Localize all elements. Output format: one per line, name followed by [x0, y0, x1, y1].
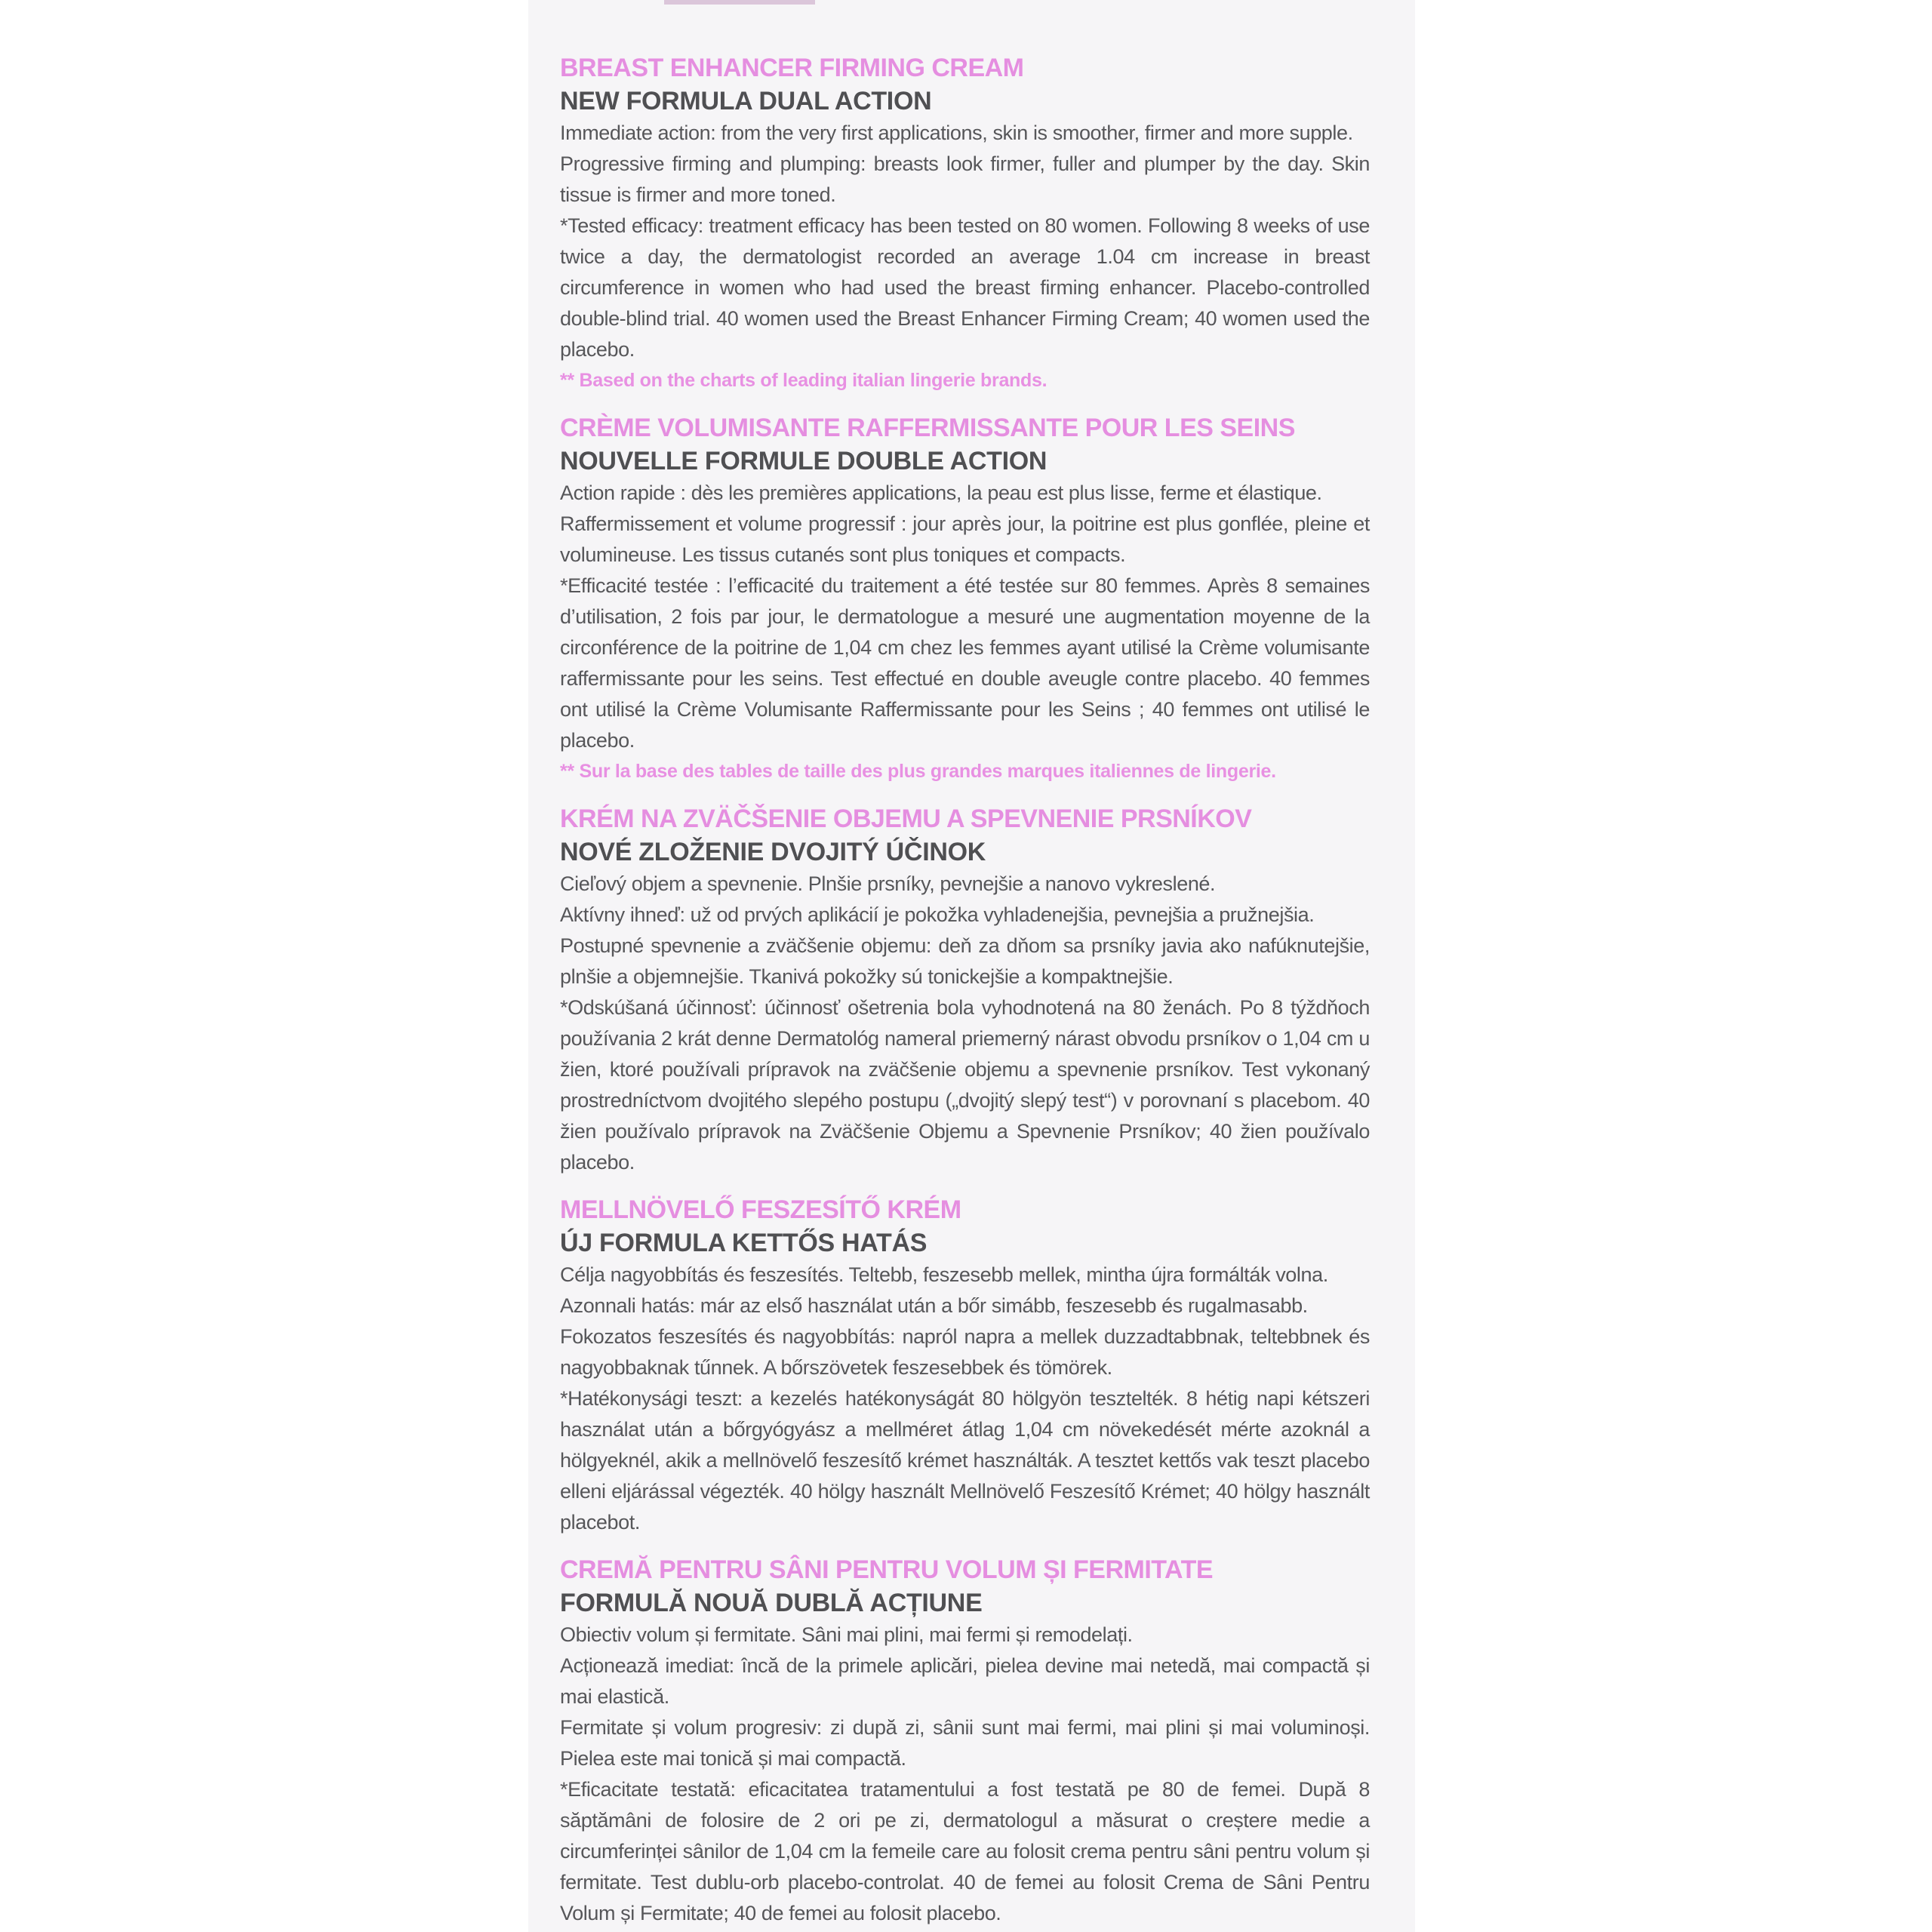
- section-subtitle: NEW FORMULA DUAL ACTION: [560, 87, 932, 115]
- paragraph: Action rapide : dès les premières applications, la peau est plus lisse, ferme et élastique.: [560, 481, 1322, 504]
- paragraph: Obiectiv volum și fermitate. Sâni mai plini, mai fermi și remodelați.: [560, 1623, 1133, 1646]
- section-title: BREAST ENHANCER FIRMING CREAM: [560, 54, 1024, 82]
- paragraph: Fokozatos feszesítés és nagyobbítás: napról napra a mellek duzzadtabbnak, teltebbnek és nagyobbaknak tűnnek. A bőrszövetek feszesebbek és tömörek.: [560, 1325, 1370, 1379]
- section-title: CRÈME VOLUMISANTE RAFFERMISSANTE POUR LES SEINS: [560, 414, 1295, 442]
- paragraph: Azonnali hatás: már az első használat után a bőr simább, feszesebb és rugalmasabb.: [560, 1294, 1308, 1317]
- product-leaflet: [528, 0, 1415, 1932]
- footnote: ** Based on the charts of leading italian lingerie brands.: [560, 370, 1048, 391]
- section-title: KRÉM NA ZVÄČŠENIE OBJEMU A SPEVNENIE PRSNÍKOV: [560, 804, 1252, 833]
- section-subtitle: FORMULĂ NOUĂ DUBLĂ ACȚIUNE: [560, 1589, 983, 1617]
- paragraph: *Hatékonysági teszt: a kezelés hatékonyságát 80 hölgyön tesztelték. 8 hétig napi kétszeri használat után a bőrgyógyász a mellméret átlag 1,04 cm növekedését mérte azoknál a hölgyeknél, akik a mellnövelő feszesítő krémet használták. A tesztet kettős vak teszt placebo elleni eljárással végezték. 40 hölgy használt Mellnövelő Feszesítő Krémet; 40 hölgy használt placebot.: [560, 1387, 1370, 1534]
- section-hungarian: [560, 1193, 1370, 1538]
- paragraph: Cieľový objem a spevnenie. Plnšie prsníky, pevnejšie a nanovo vykreslené.: [560, 872, 1216, 895]
- paragraph: Raffermissement et volume progressif : jour après jour, la poitrine est plus gonflée, pleine et volumineuse. Les tissus cutanés sont plus toniques et compacts.: [560, 512, 1370, 566]
- paragraph: Fermitate și volum progresiv: zi după zi, sânii sunt mai fermi, mai plini și mai voluminoși. Pielea este mai tonică și mai compactă.: [560, 1716, 1370, 1770]
- paragraph: Acționează imediat: încă de la primele aplicări, pielea devine mai netedă, mai compactă și mai elastică.: [560, 1654, 1370, 1708]
- paragraph: Postupné spevnenie a zväčšenie objemu: deň za dňom sa prsníky javia ako nafúknutejšie, plnšie a objemnejšie. Tkanivá pokožky sú tonickejšie a kompaktnejšie.: [560, 934, 1370, 988]
- paragraph: Progressive firming and plumping: breasts look firmer, fuller and plumper by the day. Skin tissue is firmer and more toned.: [560, 152, 1370, 206]
- section-title: CREMĂ PENTRU SÂNI PENTRU VOLUM ȘI FERMITATE: [560, 1555, 1214, 1584]
- section-slovak: [560, 802, 1370, 1178]
- section-english: [560, 51, 1370, 396]
- footnote: ** Sur la base des tables de taille des plus grandes marques italiennes de lingerie.: [560, 761, 1276, 782]
- paragraph: *Eficacitate testată: eficacitatea tratamentului a fost testată pe 80 de femei. După 8 săptămâni de folosire de 2 ori pe zi, dermatologul a măsurat o creștere medie a circumferinței sânilor de 1,04 cm la femeile care au folosit crema pentru sâni pentru volum și fermitate. Test dublu-orb placebo-controlat. 40 de femei au folosit Crema de Sâni Pentru Volum și Fermitate; 40 de femei au folosit placebo.: [560, 1778, 1370, 1924]
- paragraph: Immediate action: from the very first applications, skin is smoother, firmer and more supple.: [560, 122, 1353, 144]
- paragraph: *Tested efficacy: treatment efficacy has been tested on 80 women. Following 8 weeks of use twice a day, the dermatologist recorded an average 1.04 cm increase in breast circumference in women who had used the breast firming enhancer. Placebo-controlled double-blind trial. 40 women used the Breast Enhancer Firming Cream; 40 women used the placebo.: [560, 214, 1370, 361]
- paragraph: *Odskúšaná účinnosť: účinnosť ošetrenia bola vyhodnotená na 80 ženách. Po 8 týždňoch používania 2 krát denne Dermatológ nameral priemerný nárast obvodu prsníkov o 1,04 cm u žien, ktoré používali prípravok na zväčšenie objemu a spevnenie prsníkov. Test vykonaný prostredníctvom dvojitého slepého postupu („dvojitý slepý test“) v porovnaní s placebom. 40 žien používalo prípravok na Zväčšenie Objemu a Spevnenie Prsníkov; 40 žien používalo placebo.: [560, 996, 1370, 1174]
- section-romanian: [560, 1553, 1370, 1929]
- paragraph: Célja nagyobbítás és feszesítés. Teltebb, feszesebb mellek, mintha újra formálták volna.: [560, 1263, 1328, 1286]
- paragraph: *Efficacité testée : l’efficacité du traitement a été testée sur 80 femmes. Après 8 semaines d’utilisation, 2 fois par jour, le dermatologue a mesuré une augmentation moyenne de la circonférence de la poitrine de 1,04 cm chez les femmes ayant utilisé la Crème volumisante raffermissante pour les seins. Test effectué en double aveugle contre placebo. 40 femmes ont utilisé la Crème Volumisante Raffermissante pour les Seins ; 40 femmes ont utilisé le placebo.: [560, 574, 1370, 752]
- paragraph: Aktívny ihneď: už od prvých aplikácií je pokožka vyhladenejšia, pevnejšia a pružnejšia.: [560, 903, 1315, 926]
- section-subtitle: NOVÉ ZLOŽENIE DVOJITÝ ÚČINOK: [560, 838, 986, 866]
- section-title: MELLNÖVELŐ FESZESÍTŐ KRÉM: [560, 1195, 961, 1224]
- top-edge-accent: [664, 0, 815, 5]
- section-subtitle: ÚJ FORMULA KETTŐS HATÁS: [560, 1229, 928, 1257]
- section-subtitle: NOUVELLE FORMULE DOUBLE ACTION: [560, 447, 1048, 475]
- section-french: [560, 411, 1370, 787]
